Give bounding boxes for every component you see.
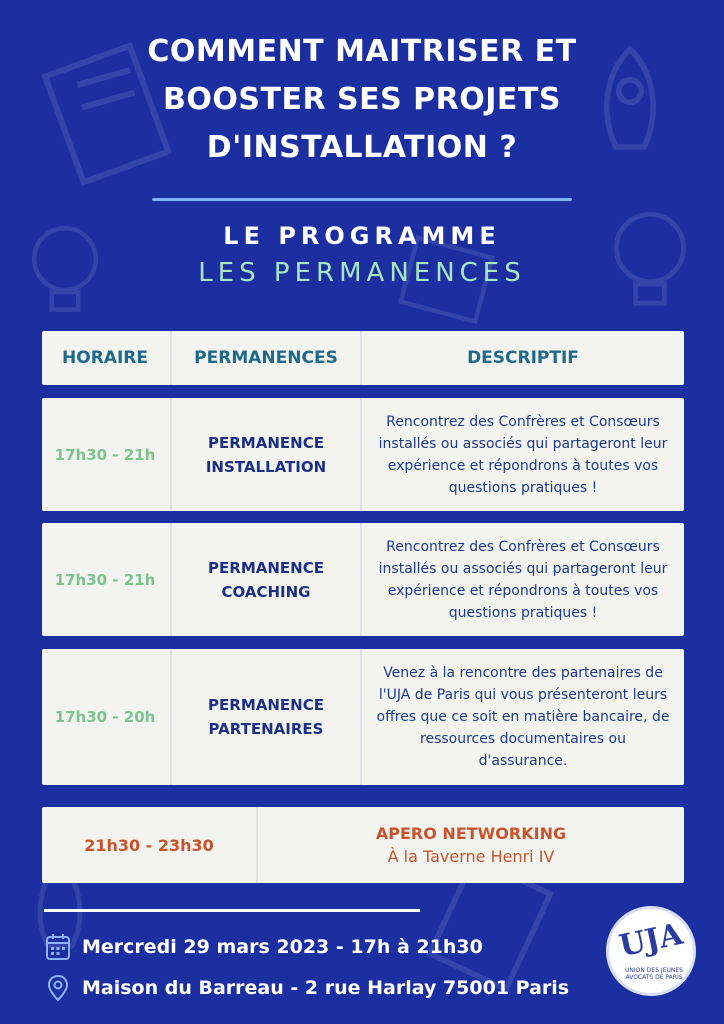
row-permanence: [170, 649, 362, 785]
row-permanence: [170, 523, 362, 636]
networking-time: 21h30 - 23h30: [42, 807, 258, 883]
perm-line-1: PERMANENCE: [208, 433, 324, 452]
table-row: [42, 649, 684, 785]
table-row: [42, 398, 684, 511]
calendar-icon: [44, 932, 72, 962]
row-time: 17h30 - 21h: [54, 445, 156, 464]
permanences-heading: LES PERMANENCES: [198, 258, 526, 288]
row-description: Rencontrez des Confrères et Consœurs installés ou associés qui partageront leur expérience et répondrons à toutes vos questions pratiques !: [378, 538, 668, 621]
title-line-3: D'INSTALLATION ?: [206, 130, 518, 165]
title-divider: [152, 198, 572, 201]
logo-subtitle: UNION DES JEUNES AVOCATS DE PARIS: [625, 967, 683, 981]
footer-divider: [44, 909, 420, 912]
header-horaire: HORAIRE: [62, 348, 148, 368]
perm-line-2: PARTENAIRES: [208, 720, 324, 738]
uja-logo: [606, 906, 696, 996]
networking-info: [258, 807, 684, 883]
title-line-2: BOOSTER SES PROJETS: [163, 82, 561, 117]
event-date: Mercredi 29 mars 2023 - 17h à 21h30: [82, 936, 483, 958]
perm-line-2: INSTALLATION: [205, 457, 327, 476]
row-description: Rencontrez des Confrères et Consœurs installés ou associés qui partageront leur expérience et répondrons à toutes vos questions pratiques !: [378, 413, 668, 496]
row-time: 17h30 - 20h: [54, 708, 156, 726]
networking-venue: À la Taverne Henri IV: [387, 847, 555, 866]
header-descriptif: DESCRIPTIF: [467, 348, 579, 368]
table-row: [42, 523, 684, 636]
page-title: [0, 28, 724, 172]
header-permanences: PERMANENCES: [170, 331, 362, 385]
programme-heading: LE PROGRAMME: [223, 222, 501, 250]
perm-line-1: PERMANENCE: [208, 696, 324, 714]
event-place: Maison du Barreau - 2 rue Harlay 75001 Paris: [82, 977, 570, 999]
row-permanence: [170, 398, 362, 511]
title-line-1: COMMENT MAITRISER ET: [147, 34, 577, 69]
event-place-line: [44, 973, 569, 1003]
row-description: Venez à la rencontre des partenaires de l'UJA de Paris qui vous présenteront leurs offres que ce soit en matière bancaire, de ressources documentaires ou d'assurance.: [376, 665, 670, 769]
perm-line-1: PERMANENCE: [208, 558, 324, 577]
logo-text: UJA: [616, 916, 686, 965]
table-header-row: [42, 331, 684, 385]
location-pin-icon: [44, 973, 72, 1003]
perm-line-2: COACHING: [221, 582, 311, 601]
event-date-line: [44, 932, 483, 962]
networking-row: [42, 807, 684, 883]
row-time: 17h30 - 21h: [54, 570, 156, 589]
networking-title: APERO NETWORKING: [375, 824, 567, 843]
